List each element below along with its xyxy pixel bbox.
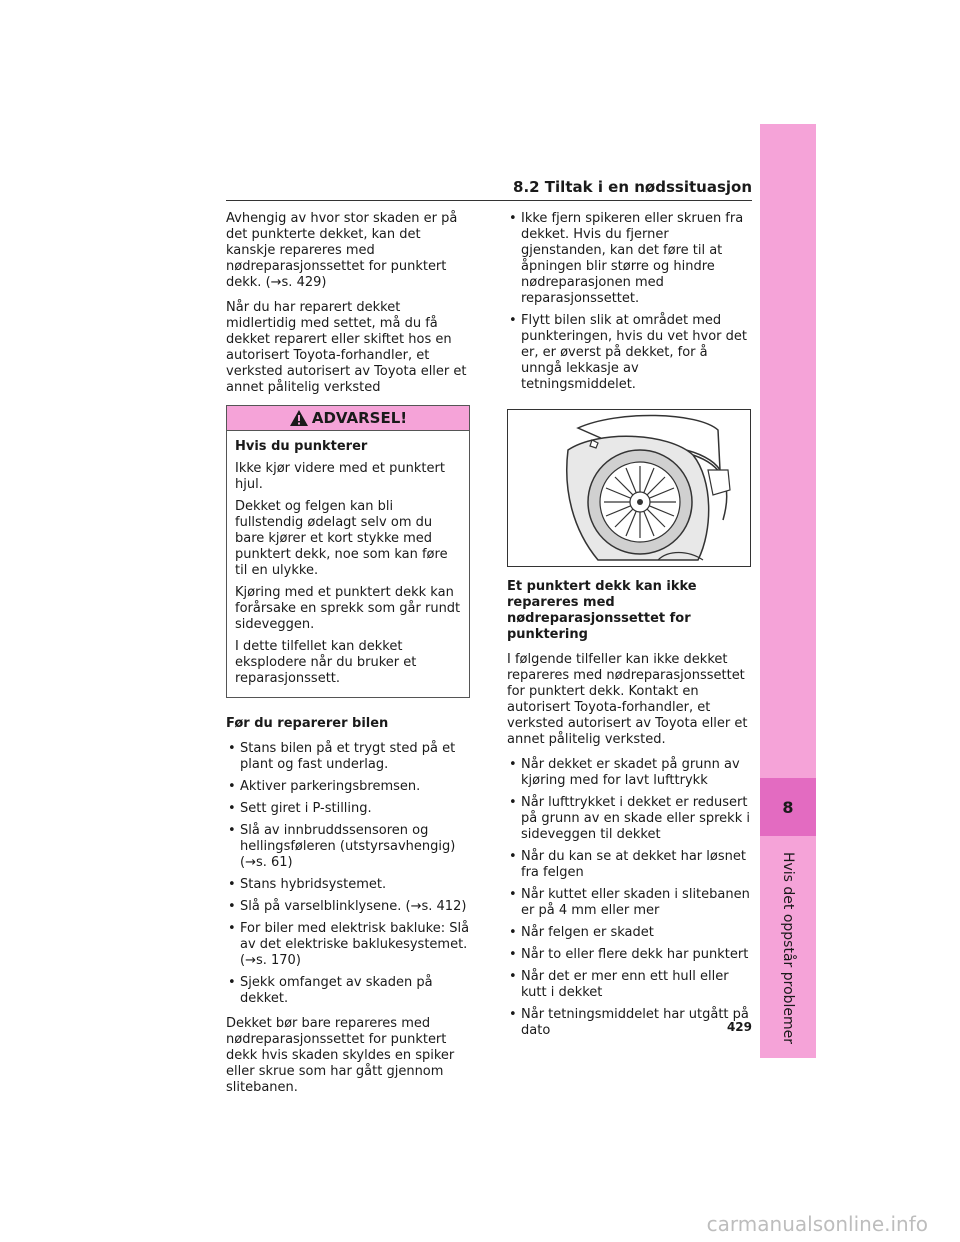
list-item xyxy=(226,975,470,1007)
list-item xyxy=(507,757,751,789)
list-item-text: Når kuttet eller skaden i slitebanen er på 4 mm eller mer xyxy=(521,887,750,918)
header-divider xyxy=(226,200,752,201)
bullet-glyph: • xyxy=(509,849,517,864)
list-item-text: Slå av innbruddssensoren og hellingsføleren (utstyrsavhengig) (→s. 61) xyxy=(240,823,456,870)
warning-title: ADVARSEL! xyxy=(311,409,408,427)
list-item-text: Når tetningsmiddelet har utgått på dato xyxy=(521,1007,749,1038)
cannot-repair-heading: Et punktert dekk kan ikke repareres med nødreparasjonssettet for punktering xyxy=(507,579,697,642)
intro-paragraph-1: Avhengig av hvor stor skaden er på det punkterte dekket, kan det kanskje repareres med nødreparasjonssettet for punktert dekk. (→s. 429) xyxy=(226,211,458,290)
list-item-text: Aktiver parkeringsbremsen. xyxy=(240,779,421,794)
list-item xyxy=(507,211,751,307)
warning-subtitle: Hvis du punkterer xyxy=(235,439,368,454)
left-column xyxy=(226,211,470,1105)
before-repair-heading: Før du reparerer bilen xyxy=(226,716,389,731)
bullet-glyph: • xyxy=(228,975,236,990)
cannot-repair-intro: I følgende tilfeller kan ikke dekket repareres med nødreparasjonssettet for punktert dekk. Kontakt en autorisert Toyota-forhandler, et verksted autorisert av Toyota eller et annet pålitelig verksted. xyxy=(507,652,748,747)
bullet-glyph: • xyxy=(509,211,517,226)
bullet-glyph: • xyxy=(509,947,517,962)
tire-illustration-icon xyxy=(508,410,750,566)
top-list xyxy=(507,211,751,393)
bullet-glyph: • xyxy=(509,925,517,940)
bullet-glyph: • xyxy=(228,801,236,816)
bullet-glyph: • xyxy=(509,757,517,772)
list-item-text: Stans hybridsystemet. xyxy=(240,877,387,892)
page-number: 429 xyxy=(726,1020,752,1034)
list-item xyxy=(507,313,751,393)
bullet-glyph: • xyxy=(509,795,517,810)
warning-paragraph: Dekket og felgen kan bli fullstendig ødelagt selv om du bare kjører et kort stykke med punktert dekk, noe som kan føre til en ulykke. xyxy=(235,499,448,578)
list-item xyxy=(226,741,470,773)
watermark: carmanualsonline.info xyxy=(706,1212,928,1236)
closing-paragraph: Dekket bør bare repareres med nødreparasjonssettet for punktert dekk hvis skaden skyldes en spiker eller skrue som har gått gjennom slitebanen. xyxy=(226,1016,455,1095)
warning-header xyxy=(227,406,469,431)
list-item xyxy=(507,925,751,941)
list-item-text: Sett giret i P-stilling. xyxy=(240,801,372,816)
warning-paragraph: Kjøring med et punktert dekk kan forårsake en sprekk som går rundt sideveggen. xyxy=(235,585,461,632)
list-item xyxy=(226,801,470,817)
warning-box xyxy=(226,405,470,698)
list-item-text: Stans bilen på et trygt sted på et plant og fast underlag. xyxy=(240,741,456,772)
cannot-repair-list xyxy=(507,757,751,1039)
list-item xyxy=(226,823,470,871)
bullet-glyph: • xyxy=(228,877,236,892)
section-header: 8.2 Tiltak i en nødssituasjon xyxy=(513,178,752,196)
bullet-glyph: • xyxy=(228,779,236,794)
warning-triangle-icon xyxy=(289,409,309,427)
list-item-text: Når det er mer enn ett hull eller kutt i dekket xyxy=(521,969,729,1000)
list-item-text: Når du kan se at dekket har løsnet fra felgen xyxy=(521,849,746,880)
intro-paragraph-2: Når du har reparert dekket midlertidig med settet, må du få dekket reparert eller skiftet hos en autorisert Toyota-forhandler, et verksted autorisert av Toyota eller et annet pålitelig verksted xyxy=(226,300,467,395)
bullet-glyph: • xyxy=(228,823,236,838)
list-item-text: Ikke fjern spikeren eller skruen fra dekket. Hvis du fjerner gjenstanden, kan det føre til at åpningen blir større og hindre nødreparasjonen med reparasjonssettet. xyxy=(521,211,744,306)
chapter-number: 8 xyxy=(760,778,816,836)
list-item-text: Når to eller flere dekk har punktert xyxy=(521,947,749,962)
list-item-text: Sjekk omfanget av skaden på dekket. xyxy=(240,975,433,1006)
warning-paragraph: Ikke kjør videre med et punktert hjul. xyxy=(235,461,445,492)
tire-illustration xyxy=(507,409,751,567)
list-item-text: For biler med elektrisk bakluke: Slå av det elektriske baklukesystemet. (→s. 170) xyxy=(240,921,470,968)
list-item xyxy=(507,947,751,963)
list-item-text: Når dekket er skadet på grunn av kjøring med for lavt lufttrykk xyxy=(521,757,740,788)
before-repair-list xyxy=(226,741,470,1007)
list-item-text: Flytt bilen slik at området med punkteringen, hvis du vet hvor det er, er øverst på dekket, for å unngå lekkasje av tetningsmiddelet. xyxy=(521,313,748,392)
right-column xyxy=(507,211,751,1048)
list-item xyxy=(507,849,751,881)
chapter-title: Hvis det oppstår problemer xyxy=(780,851,796,1045)
list-item xyxy=(226,921,470,969)
list-item xyxy=(226,877,470,893)
list-item xyxy=(226,779,470,795)
bullet-glyph: • xyxy=(509,887,517,902)
bullet-glyph: • xyxy=(228,741,236,756)
bullet-glyph: • xyxy=(228,899,236,914)
bullet-glyph: • xyxy=(509,1007,517,1022)
bullet-glyph: • xyxy=(509,313,517,328)
warning-paragraph: I dette tilfellet kan dekket eksplodere når du bruker et reparasjonssett. xyxy=(235,639,417,686)
list-item xyxy=(507,795,751,843)
list-item xyxy=(507,969,751,1001)
list-item-text: Når felgen er skadet xyxy=(521,925,654,940)
list-item xyxy=(226,899,470,915)
list-item-text: Når lufttrykket i dekket er redusert på grunn av en skade eller sprekk i sideveggen til dekket xyxy=(521,795,750,842)
warning-body xyxy=(227,439,469,687)
list-item xyxy=(507,887,751,919)
bullet-glyph: • xyxy=(509,969,517,984)
list-item-text: Slå på varselblinklysene. (→s. 412) xyxy=(240,899,467,914)
bullet-glyph: • xyxy=(228,921,236,936)
